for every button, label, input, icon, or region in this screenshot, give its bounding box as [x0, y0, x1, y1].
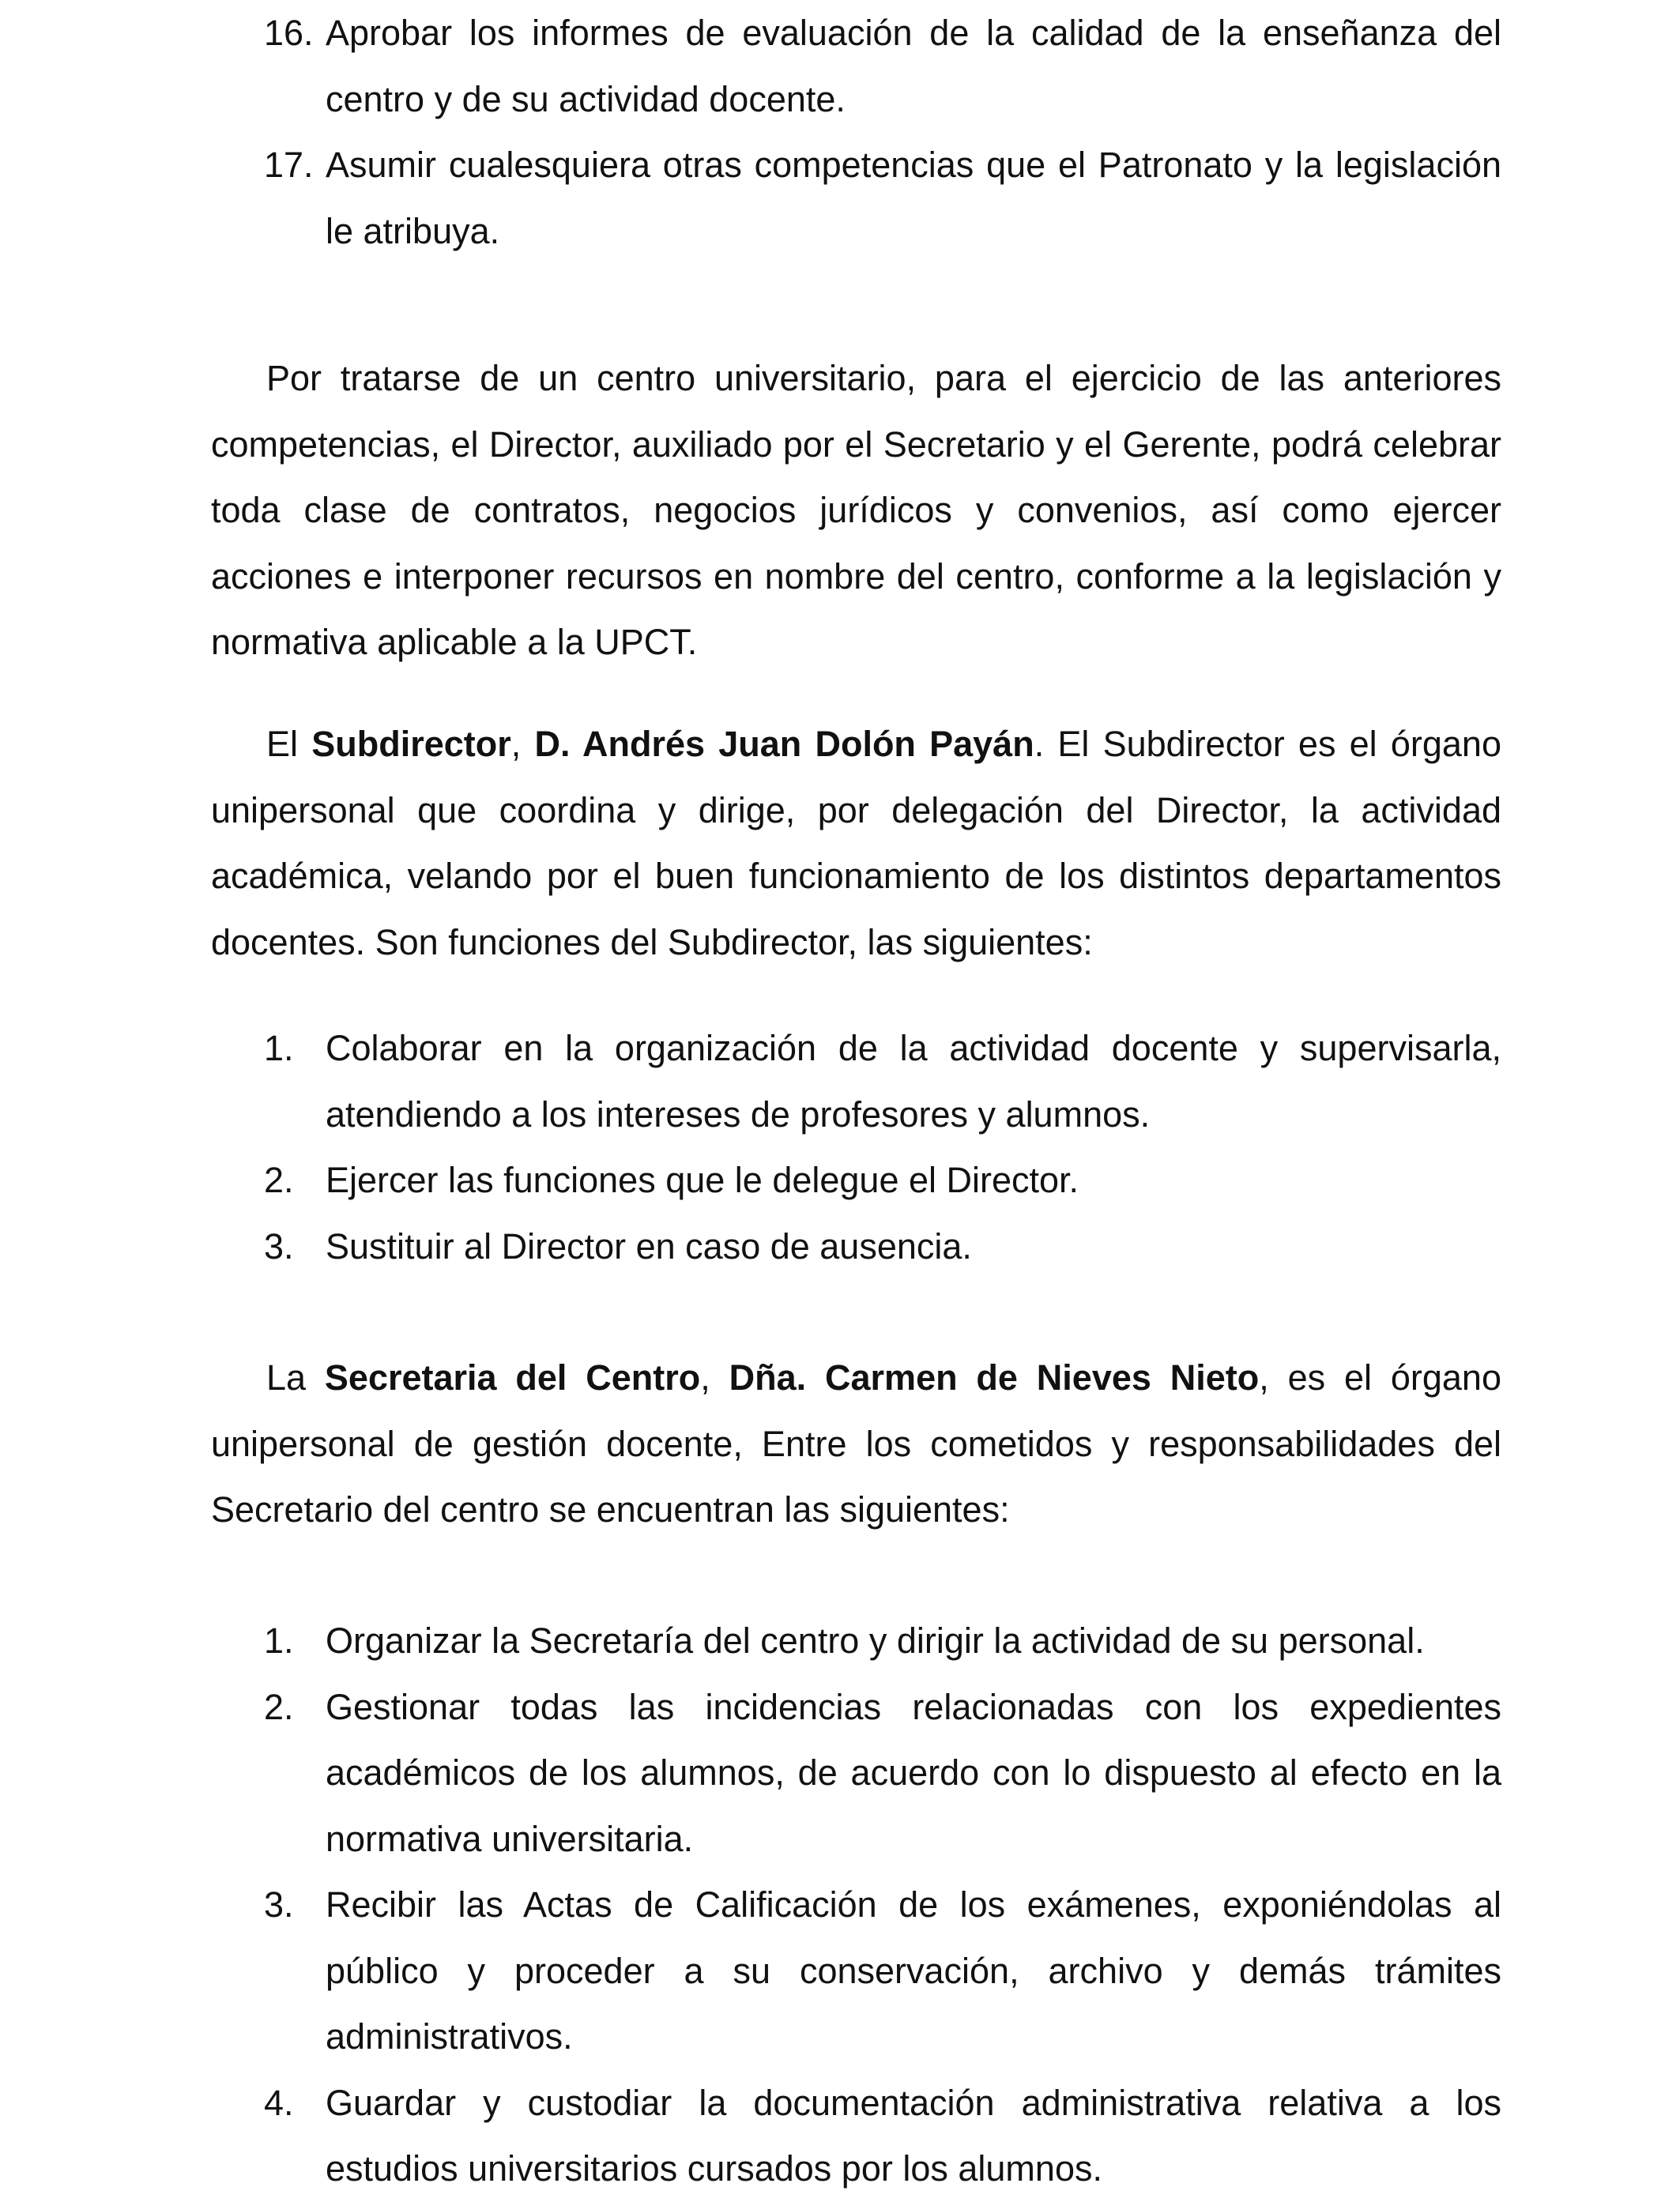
list-item: [264, 1674, 1501, 1873]
paragraph-lead: La: [266, 1357, 325, 1398]
list-item-text: Sustituir al Director en caso de ausencia.: [326, 1225, 972, 1267]
list-item-number: 1.: [264, 1620, 294, 1661]
list-item: [264, 0, 1501, 132]
subdirector-functions-list: [264, 1015, 1501, 1279]
list-item-text: Ejercer las funciones que le delegue el Director.: [326, 1160, 1079, 1200]
paragraph-subdirector: [211, 711, 1501, 975]
list-item: [264, 1872, 1501, 2070]
paragraph-text: [211, 1345, 1501, 1543]
paragraph-secretaria: [211, 1345, 1501, 1543]
list-item-number: 1.: [264, 1028, 294, 1068]
list-item: [264, 132, 1501, 264]
list-item-number: 4.: [264, 2082, 294, 2123]
paragraph-lead: El: [266, 724, 312, 764]
list-item-text: Aprobar los informes de evaluación de la calidad de la enseñanza del centro y de su actividad docente.: [326, 13, 1501, 119]
list-item-number: 16.: [264, 13, 314, 53]
competencias-list-continued: [264, 0, 1501, 264]
list-item-text: Colaborar en la organización de la actividad docente y supervisarla, atendiendo a los intereses de profesores y alumnos.: [326, 1028, 1501, 1135]
list-item-text: Recibir las Actas de Calificación de los exámenes, exponiéndolas al público y proceder a su conservación, archivo y demás trámites administrativos.: [326, 1884, 1501, 2057]
paragraph-competencias: [211, 345, 1501, 676]
separator: ,: [700, 1357, 729, 1398]
list-item-number: 17.: [264, 145, 314, 185]
secretary-functions-list: [264, 1608, 1501, 2202]
list-item: [264, 2070, 1501, 2202]
paragraph-text: Por tratarse de un centro universitario, para el ejercicio de las anteriores competencias, el Director, auxiliado por el Secretario y el Gerente, podrá celebrar toda clase de contratos, negocios jurídicos y convenios, así como ejercer acciones e interponer recursos en nombre del centro, conforme a la legislación y normativa aplicable a la UPCT.: [211, 358, 1501, 662]
person-name: Dña. Carmen de Nieves Nieto: [729, 1357, 1260, 1398]
list-item-text: Gestionar todas las incidencias relacionadas con los expedientes académicos de los alumnos, de acuerdo con lo dispuesto al efecto en la normativa universitaria.: [326, 1686, 1501, 1859]
person-name: D. Andrés Juan Dolón Payán: [534, 724, 1034, 764]
paragraph-text: [211, 711, 1501, 975]
paragraph-rest: , es el órgano unipersonal de gestión docente, Entre los cometidos y responsabilidades del Secretario del centro se encuentran las siguientes:: [211, 1357, 1501, 1530]
list-item-number: 3.: [264, 1884, 294, 1925]
role-title: Secretaria del Centro: [324, 1357, 701, 1398]
list-item: [264, 1147, 1501, 1214]
list-item-number: 2.: [264, 1160, 294, 1200]
list-item-text: Guardar y custodiar la documentación administrativa relativa a los estudios universitarios cursados por los alumnos.: [326, 2082, 1501, 2189]
separator: ,: [510, 724, 535, 764]
list-item-number: 3.: [264, 1225, 294, 1267]
list-item: [264, 1608, 1501, 1674]
role-title: Subdirector: [311, 724, 511, 764]
list-item: [264, 1015, 1501, 1147]
list-item-number: 2.: [264, 1686, 294, 1727]
list-item-text: Organizar la Secretaría del centro y dirigir la actividad de su personal.: [326, 1620, 1425, 1661]
paragraph-rest: . El Subdirector es el órgano unipersonal que coordina y dirige, por delegación del Director, la actividad académica, velando por el buen funcionamiento de los distintos departamentos docentes. Son funciones del Subdirector, las siguientes:: [211, 724, 1501, 962]
list-item-text: Asumir cualesquiera otras competencias que el Patronato y la legislación le atribuya.: [326, 145, 1501, 251]
list-item: [264, 1214, 1501, 1280]
